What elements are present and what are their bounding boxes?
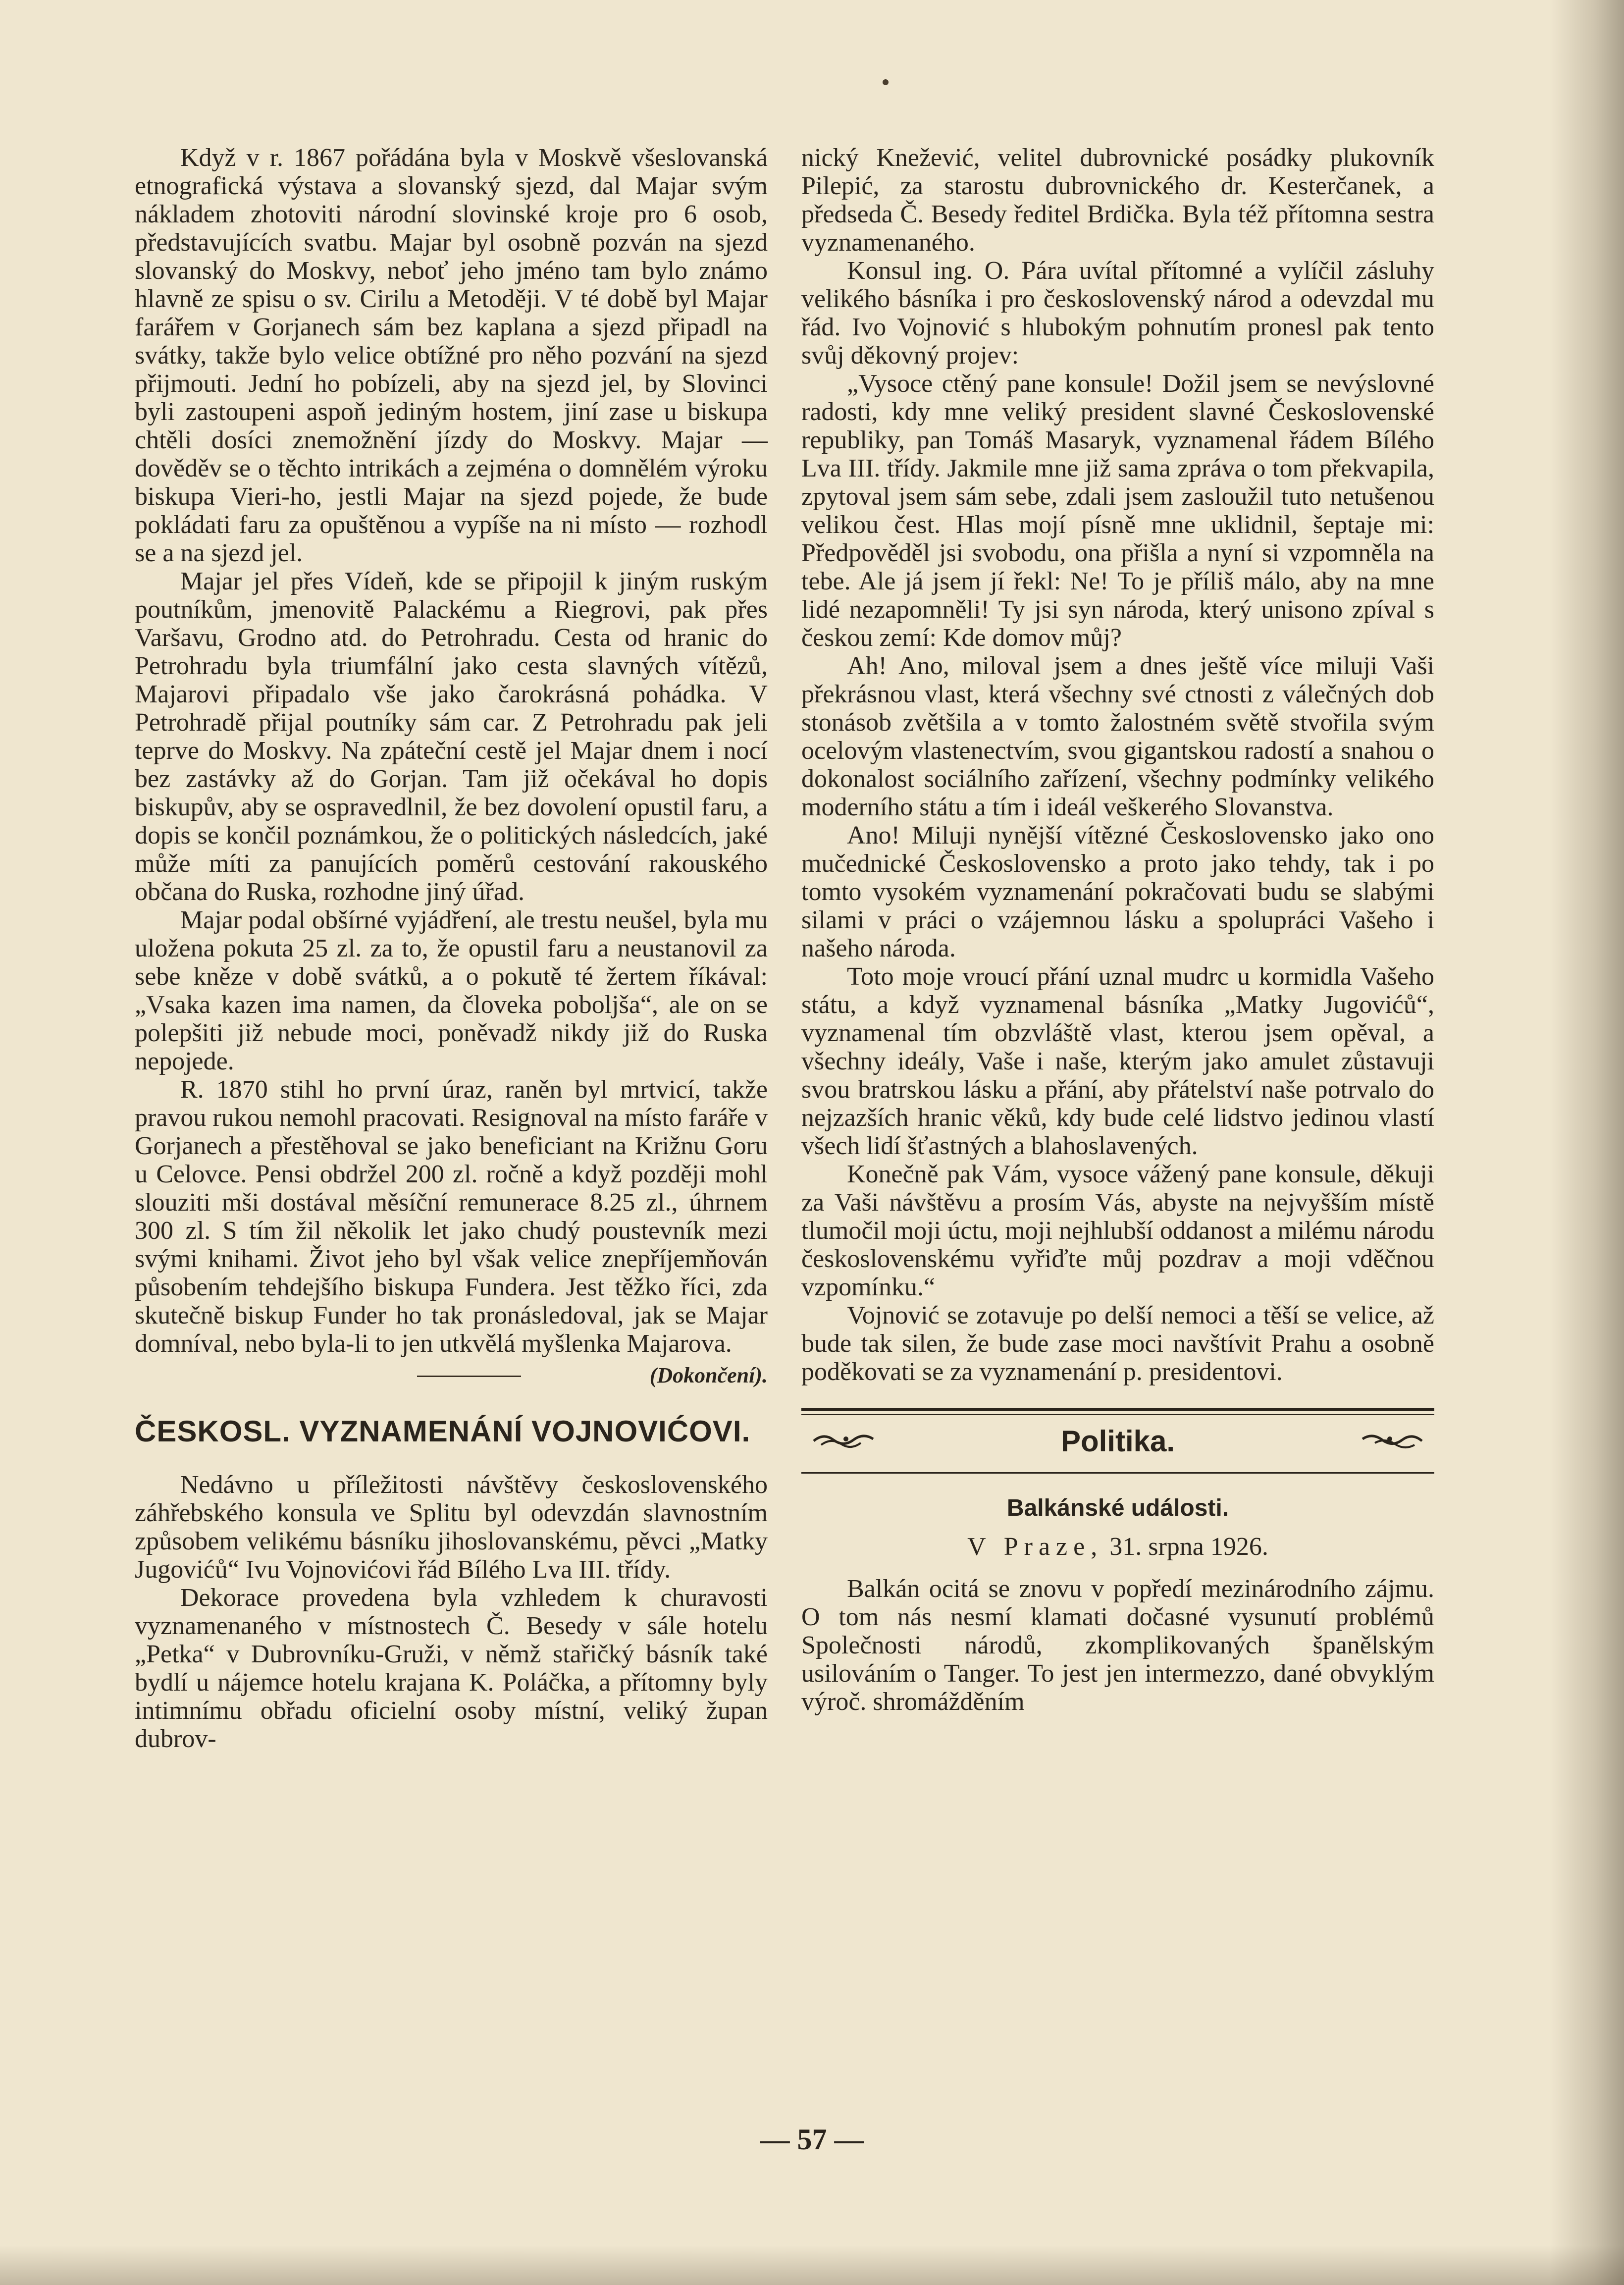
paragraph: Ano! Miluji nynější vítězné Československo jako ono mučednické Československo a proto jako tehdy, tak i po tomto vysokém vyznamenání pokračovati budu se slabými silami v práci o vzájemnou lásku a spolupráci Vašeho i našeho národa. [801, 821, 1434, 962]
subheading: Balkánské události. [1006, 1495, 1229, 1521]
right-column [801, 144, 1434, 1716]
ornament-icon [1355, 1430, 1424, 1450]
continuation-text: (Dokončení). [649, 1363, 768, 1387]
section-title: Politika. [1060, 1425, 1175, 1458]
section-header [801, 1408, 1434, 1474]
paragraph: Toto moje vroucí přání uznal mudrc u kormidla Vašeho státu, a když vyznamenal básníka „Matky Jugovićů“, vyznamenal tím obzvláště vlast, kterou jsem opěval, a všechny ideály, Vaše i naše, kterým jako amulet zůstavuji svou bratrskou lásku a přání, aby přátelství naše potrvalo do nejzazších hranic věků, kdy bude celé lidstvo jedinou vlastí všech lidí šťastných a blahoslavených. [801, 962, 1434, 1160]
page-number: — 57 — [760, 2123, 864, 2156]
paragraph: Konečně pak Vám, vysoce vážený pane konsule, děkuji za Vaši návštěvu a prosím Vás, abyste na nejvyšším místě tlumočil moji úctu, moji nejhlubší oddanost a milému národu československému vyřiďte můj pozdrav a moji vděčnou vzpomínku.“ [801, 1160, 1434, 1301]
article-title: ČESKOSL. VYZNAMENÁNÍ VOJNOVIĆOVI. [135, 1415, 751, 1448]
paragraph: Majar jel přes Vídeň, kde se připojil k jiným ruským poutníkům, jmenovitě Palackému a Riegrovi, pak přes Varšavu, Grodno atd. do Petrohradu. Cesta od hranic do Petrohradu byla triumfální jako cesta slavných vítězů, Majarovi připadalo vše jako čarokrásná pohádka. V Petrohradě přijal poutníky sám car. Z Petrohradu pak jeli teprve do Moskvy. Na zpáteční cestě jel Majar dnem i nocí bez zastávky až do Gorjan. Tam již očekával ho dopis biskupův, aby se ospravedlnil, že bez dovolení opustil faru, a dopis se končil poznámkou, že o politických následcích, jaké může míti za panujících poměrů cestování rakouského občana do Ruska, rozhodne jiný úřad. [135, 567, 768, 906]
ink-speck [883, 79, 889, 85]
paragraph: Dekorace provedena byla vzhledem k churavosti vyznamenaného v místnostech Č. Besedy v sále hotelu „Petka“ v Dubrovníku-Gruži, v němž stařičký básník také bydlí u nájemce hotelu krajana K. Poláčka, a přítomny byly intimnímu obřadu oficielní osoby místní, veliký župan dubrov- [135, 1584, 768, 1753]
paragraph: Vojnović se zotavuje po delší nemoci a těší se velice, až bude tak silen, že bude zase moci navštívit Prahu a osobně poděkovati se za vyznamenání p. presidentovi. [801, 1301, 1434, 1386]
page-edge-shadow [1550, 0, 1624, 2285]
paragraph: Balkán ocitá se znovu v popředí mezinárodního zájmu. O tom nás nesmí klamati dočasné vysunutí problémů Společnosti národů, zkomplikovaných španělským usilováním o Tanger. To jest jen intermezzo, dané obvyklým výroč. shromážděním [801, 1575, 1434, 1716]
paragraph: „Vysoce ctěný pane konsule! Dožil jsem se nevýslovné radosti, kdy mne veliký president slavné Československé republiky, pan Tomáš Masaryk, vyznamenal řádem Bílého Lva III. třídy. Jakmile mne již sama zpráva o tom překvapila, zpytoval jsem sám sebe, zdali jsem zasloužil tuto netušenou velikou čest. Hlas mojí písně mne uklidnil, šeptaje mi: Předpověděl jsi svobodu, ona přišla a nyní si vzpomněla na tebe. Ale já jsem jí řekl: Ne! To je příliš málo, aby na mne lidé nezapomněli! Ty jsi syn národa, který unisono zpíval s českou zemí: Kde domov můj? [801, 370, 1434, 652]
separator-rule [417, 1376, 521, 1377]
page-bottom-shadow [0, 2245, 1624, 2285]
double-rule [801, 1414, 1434, 1415]
paragraph: Konsul ing. O. Pára uvítal přítomné a vylíčil zásluhy velikého básníka i pro československý národ a odevzdal mu řád. Ivo Vojnović s hlubokým pohnutím pronesl pak tento svůj děkovný projev: [801, 257, 1434, 370]
left-column [135, 144, 768, 1753]
dateline [801, 1532, 1434, 1562]
paragraph: Nedávno u příležitosti návštěvy československého záhřebského konsula ve Splitu byl odevzdán slavnostním způsobem velikému básníku jihoslovanskému, pěvci „Matky Jugovićů“ Ivu Vojnovićovi řád Bílého Lva III. třídy. [135, 1471, 768, 1584]
paragraph: nický Knežević, velitel dubrovnické posádky plukovník Pilepić, za starostu dubrovnického dr. Kesterčanek, a předseda Č. Besedy ředitel Brdička. Byla též přítomna sestra vyznamenaného. [801, 144, 1434, 257]
paragraph: Majar podal obšírné vyjádření, ale trestu neušel, byla mu uložena pokuta 25 zl. za to, že opustil faru a neustanovil za sebe kněze v době svátků, a o pokutě té žertem říkával: „Vsaka kazen ima namen, da človeka poboljša“, ale on se polepšiti již nebude moci, poněvadž nikdy již do Ruska nepojede. [135, 906, 768, 1075]
continuation-note [135, 1361, 768, 1392]
paragraph: R. 1870 stihl ho první úraz, raněn byl mrtvicí, takže pravou rukou nemohl pracovati. Resignoval na místo faráře v Gorjanech a přestěhoval se jako beneficiant na Križnu Goru u Celovce. Pensi obdržel 200 zl. ročně a když později mohl slouziti mši dostával měsíční remunerace 8.25 zl., úhrnem 300 zl. S tím žil několik let jako chudý poustevník mezi svými knihami. Život jeho byl však velice znepříjemňován působením tehdejšího biskupa Fundera. Jest těžko říci, zda skutečně biskup Funder ho tak pronásledoval, jak se Majar domníval, nebo byla-li to jen utkvělá myšlenka Majarova. [135, 1075, 768, 1358]
paragraph: Ah! Ano, miloval jsem a dnes ještě více miluji Vaši překrásnou vlast, která všechny své ctnosti z válečných dob stonásob zvětšila a v tomto žalostném světě stvořila svým ocelovým vlastenectvím, svou gigantskou radostí a snahou o dokonalost sociálního zařízení, všechny podmínky velikého moderního státu a tím i ideál veškerého Slovanstva. [801, 652, 1434, 821]
dateline-place: V Praze, [967, 1533, 1103, 1561]
paragraph: Když v r. 1867 pořádána byla v Moskvě všeslovanská etnografická výstava a slovanský sjezd, dal Majar svým nákladem zhotoviti národní slovinské kroje pro 6 osob, představujících svatbu. Majar byl osobně pozván na sjezd slovanský do Moskvy, neboť jeho jméno tam bylo známo hlavně ze spisu o sv. Cirilu a Metoději. V té době byl Majar farářem v Gorjanech sám bez kaplana a sjezd připadl na svátky, takže bylo velice obtížné pro něho pozvání na sjezd přijmouti. Jední ho pobízeli, aby na sjezd jel, by Slovinci byli zastoupeni aspoň jediným hostem, jiní zase u biskupa chtěli dosíci znemožnění jízdy do Moskvy. Majar — dověděv se o těchto intrikách a zejména o domnělém výroku biskupa Vieri-ho, jestli Majar na sjezd pojede, že bude pokládati faru za opuštěnou a vypíše na ni místo — rozhodl se a na sjezd jel. [135, 144, 768, 567]
dateline-date: 31. srpna 1926. [1109, 1533, 1268, 1561]
